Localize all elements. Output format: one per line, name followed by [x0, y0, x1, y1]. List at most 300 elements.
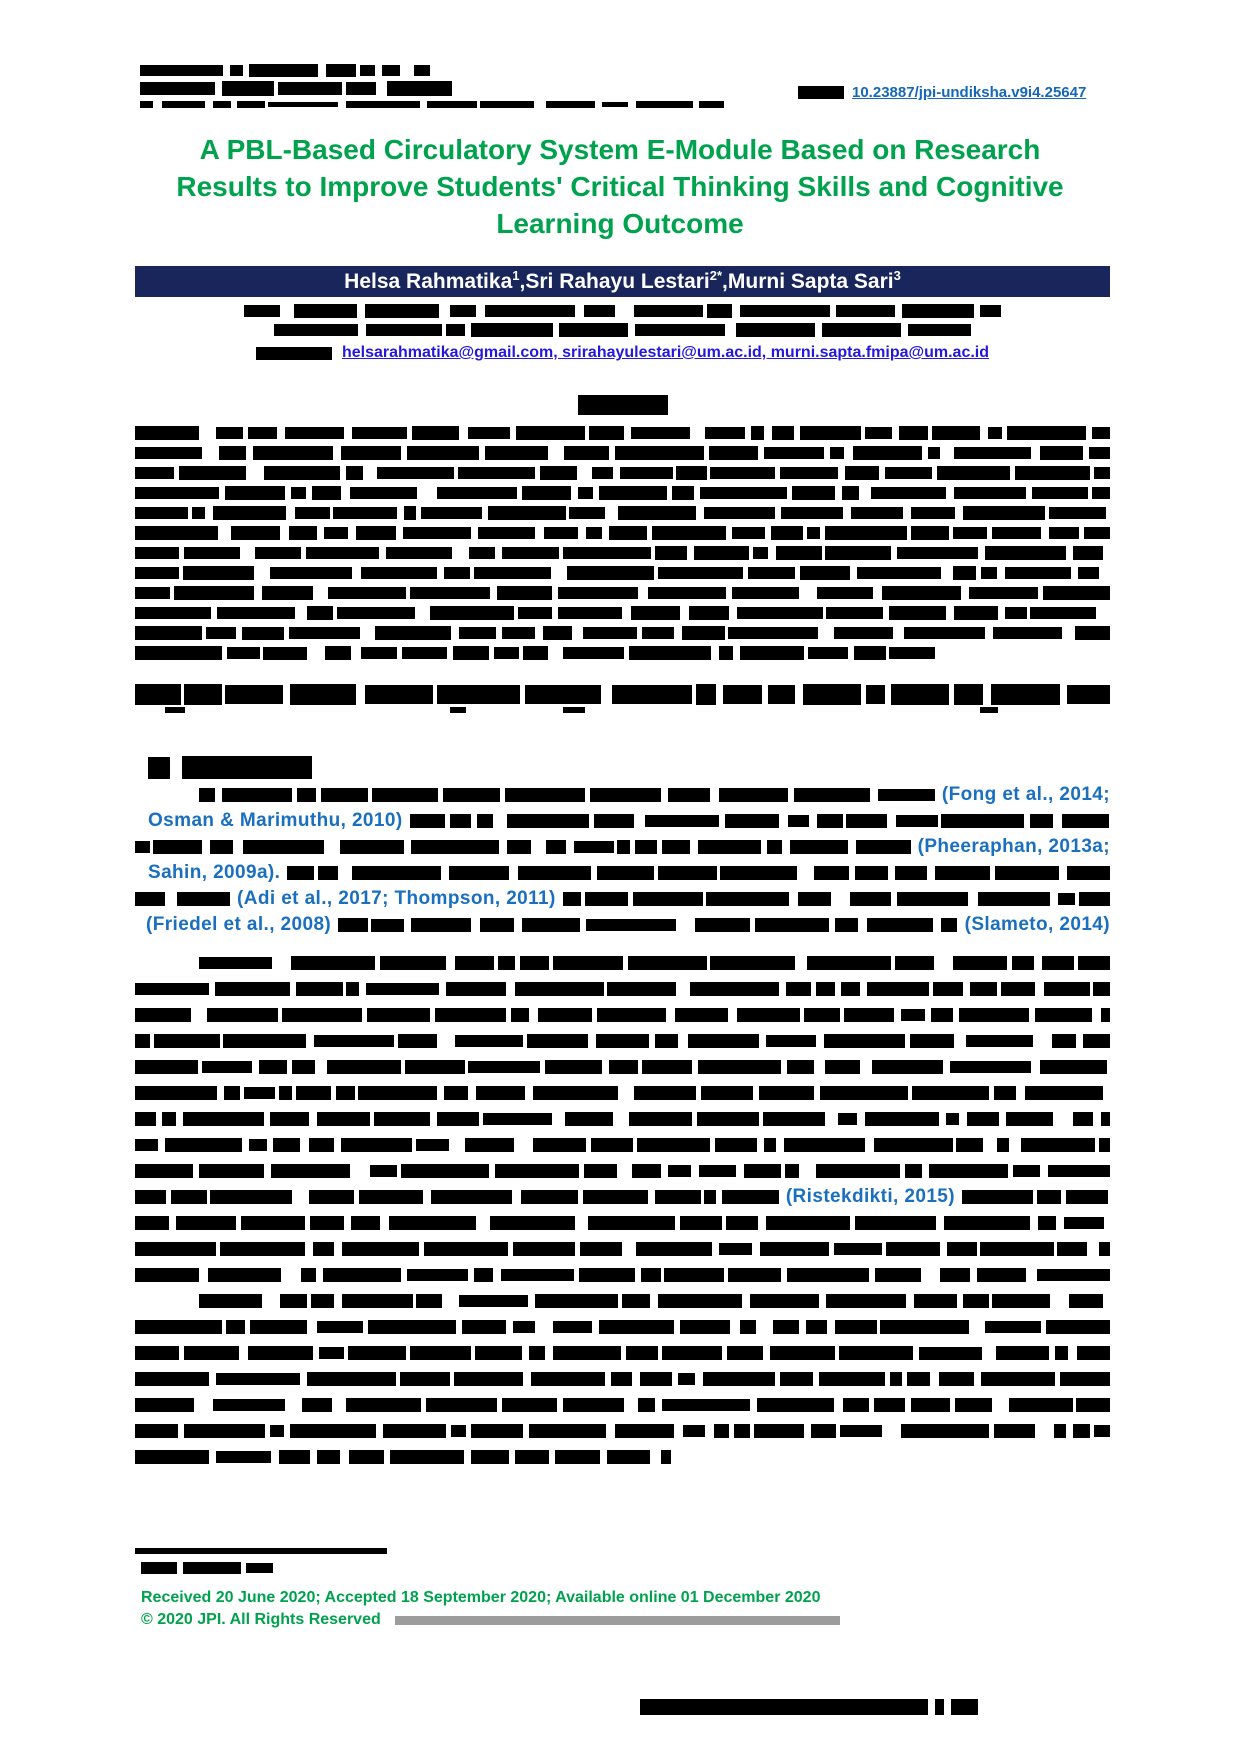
redacted-segment	[563, 647, 624, 659]
redacted-segment	[727, 1346, 762, 1360]
citation-sahin[interactable]: Sahin, 2009a).	[148, 862, 281, 883]
redacted-segment	[416, 1294, 442, 1308]
redacted-segment	[135, 892, 165, 907]
redacted-segment	[222, 788, 293, 802]
redacted-segment	[1037, 1190, 1061, 1203]
author-emails-link[interactable]: helsarahmatika@gmail.com, srirahayulestari@um.ac.id, murni.sapta.fmipa@um.ac.id	[341, 344, 990, 361]
redacted-segment	[309, 1190, 354, 1204]
redacted-segment	[636, 1242, 712, 1257]
redacted-segment	[370, 1165, 397, 1178]
redacted-segment	[135, 1112, 156, 1126]
citation-slameto[interactable]: (Slameto, 2014)	[964, 914, 1110, 935]
redacted-text-line	[135, 1424, 1110, 1439]
redacted-segment	[325, 646, 351, 660]
redacted-segment	[483, 1113, 552, 1126]
redacted-segment	[594, 814, 634, 828]
redacted-segment	[911, 1398, 950, 1413]
redacted-segment	[135, 567, 179, 580]
redacted-segment	[217, 607, 295, 619]
redacted-segment	[216, 1373, 300, 1386]
redacted-segment	[421, 507, 483, 519]
redacted-segment	[358, 1086, 437, 1100]
redacted-segment	[140, 101, 153, 107]
redacted-segment	[135, 607, 211, 620]
redacted-segment	[579, 1268, 635, 1282]
redacted-segment	[296, 1086, 332, 1100]
redacted-segment	[174, 586, 254, 600]
redacted-segment	[590, 788, 662, 802]
redacted-segment	[564, 446, 609, 460]
redacted-segment	[183, 566, 254, 579]
redacted-segment	[502, 1398, 558, 1411]
redacted-segment	[662, 1399, 750, 1412]
redacted-segment	[488, 506, 565, 519]
redacted-segment	[734, 1424, 750, 1439]
citation-adi-thompson[interactable]: (Adi et al., 2017; Thompson, 2011)	[237, 888, 556, 909]
redacted-segment	[171, 1190, 207, 1205]
redacted-segment	[962, 1190, 1033, 1204]
redacted-segment	[784, 1138, 865, 1152]
redacted-segment	[184, 1424, 265, 1438]
redacted-text-line	[135, 1138, 1110, 1153]
redacted-segment	[1037, 1269, 1110, 1282]
redacted-segment	[732, 587, 799, 600]
redacted-segment	[680, 1320, 730, 1334]
redacted-fragment	[450, 707, 466, 713]
redacted-segment	[703, 1372, 774, 1386]
doi-link[interactable]: 10.23887/jpi-undiksha.v9i4.25647	[852, 84, 1087, 101]
redacted-segment	[140, 65, 223, 76]
redacted-text-line	[410, 814, 1110, 829]
redacted-text-line	[135, 892, 230, 907]
footnote-block	[141, 1562, 273, 1574]
redacted-text-line	[338, 918, 957, 933]
redacted-segment	[386, 547, 452, 559]
redacted-segment	[478, 527, 535, 539]
redacted-segment	[270, 1112, 309, 1126]
redacted-segment	[612, 685, 692, 704]
redacted-segment	[474, 1268, 493, 1283]
redacted-segment	[135, 1268, 199, 1283]
redacted-segment	[895, 866, 927, 880]
redacted-segment	[781, 507, 843, 519]
redacted-segment	[290, 1424, 377, 1439]
redacted-segment	[405, 1060, 465, 1074]
redacted-segment	[865, 1112, 938, 1127]
redacted-segment	[905, 1164, 922, 1177]
redacted-segment	[431, 1190, 512, 1205]
redacted-segment	[135, 1242, 216, 1256]
redacted-segment	[301, 1268, 317, 1283]
redacted-segment	[366, 983, 439, 996]
redacted-segment	[773, 1320, 798, 1334]
redacted-segment	[1060, 1372, 1110, 1385]
redacted-segment	[786, 982, 812, 995]
redacted-segment	[511, 1008, 529, 1022]
redacted-segment	[740, 646, 805, 660]
redacted-segment	[282, 1008, 363, 1021]
redacted-segment	[902, 304, 975, 318]
redacted-segment	[996, 1346, 1049, 1360]
redacted-segment	[565, 1112, 613, 1126]
redacted-segment	[845, 466, 879, 479]
redacted-segment	[135, 426, 199, 439]
redacted-segment	[889, 647, 935, 659]
redacted-segment	[449, 866, 509, 881]
redacted-segment	[326, 64, 356, 76]
redacted-segment	[1092, 487, 1110, 500]
redacted-segment	[574, 841, 614, 854]
redacted-segment	[662, 840, 689, 855]
redacted-segment	[764, 1138, 777, 1153]
redacted-segment	[427, 101, 477, 107]
redacted-segment	[672, 486, 694, 499]
redacted-segment	[553, 956, 623, 969]
redacted-text-line	[135, 446, 1110, 460]
redacted-segment	[249, 1139, 267, 1152]
redacted-segment	[1040, 446, 1084, 459]
redacted-segment	[382, 65, 401, 76]
redacted-segment	[912, 1086, 989, 1101]
redacted-segment	[662, 1346, 722, 1360]
redacted-segment	[766, 1035, 816, 1048]
redacted-segment	[854, 646, 886, 660]
redacted-segment	[580, 1242, 622, 1256]
redacted-segment	[505, 788, 586, 802]
redacted-segment	[705, 427, 745, 439]
redacted-segment	[642, 1060, 692, 1074]
redacted-segment	[199, 1294, 262, 1309]
redacted-segment	[908, 324, 971, 337]
redacted-segment	[356, 526, 396, 540]
redacted-license-strip	[395, 1616, 840, 1625]
redacted-segment	[333, 507, 397, 520]
redacted-text-line	[135, 1268, 1110, 1283]
redacted-segment	[553, 1346, 620, 1360]
redacted-segment	[555, 1450, 600, 1465]
redacted-segment	[700, 487, 786, 499]
redacted-segment	[318, 866, 338, 879]
redacted-segment	[633, 892, 703, 907]
redacted-segment	[135, 1060, 198, 1073]
redacted-segment	[629, 646, 711, 660]
redacted-segment	[222, 81, 275, 95]
redacted-segment	[529, 1424, 606, 1437]
redacted-segment	[135, 626, 202, 639]
redacted-segment	[253, 446, 333, 460]
redacted-segment	[750, 1294, 818, 1308]
redacted-affiliation-line	[244, 304, 1002, 318]
redacted-segment	[629, 1112, 692, 1126]
redacted-segment	[342, 1294, 413, 1309]
redacted-segment	[224, 1086, 240, 1101]
redacted-segment	[583, 1190, 648, 1204]
redacted-keywords-line	[135, 684, 1110, 705]
redacted-segment	[615, 1424, 675, 1439]
redacted-segment	[901, 1009, 925, 1022]
redacted-segment	[1083, 1034, 1109, 1048]
redacted-segment	[135, 467, 174, 479]
redacted-segment	[770, 1346, 836, 1361]
redacted-segment	[1043, 586, 1110, 599]
abstract-heading	[135, 395, 1110, 415]
redacted-segment	[1030, 814, 1053, 828]
redacted-segment	[250, 1320, 307, 1335]
redacted-segment	[911, 507, 955, 520]
redacted-segment	[1048, 1165, 1110, 1178]
redacted-segment	[1044, 982, 1089, 997]
redacted-text-line	[962, 1190, 1110, 1205]
redacted-segment	[1067, 866, 1110, 881]
redacted-segment	[1078, 956, 1110, 970]
redacted-segment	[704, 1190, 717, 1204]
redacted-segment	[803, 684, 861, 704]
redacted-segment	[289, 627, 360, 639]
redacted-segment	[740, 1320, 755, 1334]
redacted-segment	[1073, 1112, 1093, 1127]
redacted-segment	[202, 1061, 251, 1074]
redacted-segment	[819, 1372, 884, 1386]
redacted-segment	[270, 1425, 284, 1438]
redacted-segment	[135, 526, 218, 540]
article-history	[141, 1589, 820, 1607]
redacted-segment	[162, 1112, 176, 1125]
redacted-segment	[585, 892, 628, 906]
redacted-segment	[533, 1086, 619, 1100]
redacted-segment	[246, 1563, 273, 1574]
redacted-segment	[953, 566, 975, 579]
redacted-segment	[374, 1112, 430, 1126]
redacted-separator	[935, 1699, 944, 1715]
redacted-segment	[956, 1138, 983, 1151]
redacted-segment	[726, 1216, 758, 1231]
redacted-journal-line	[140, 64, 430, 77]
redacted-segment	[515, 1450, 550, 1464]
redacted-segment	[800, 426, 861, 440]
redacted-segment	[890, 1372, 903, 1385]
redacted-segment	[919, 1347, 982, 1360]
redacted-segment	[689, 606, 729, 620]
redacted-segment	[1005, 567, 1071, 579]
redacted-text-line	[199, 1294, 1110, 1309]
citation-ristekdikti[interactable]: (Ristekdikti, 2015)	[785, 1186, 955, 1207]
redacted-segment	[340, 840, 404, 855]
copyright-row	[141, 1611, 840, 1629]
redacted-segment	[387, 81, 452, 95]
redacted-segment	[723, 685, 763, 704]
redacted-segment	[675, 1008, 729, 1022]
redacted-segment	[361, 567, 437, 579]
redacted-abstract-title	[578, 395, 668, 415]
redacted-segment	[722, 1190, 779, 1204]
redacted-segment	[766, 1216, 850, 1229]
redacted-segment	[501, 1269, 574, 1282]
redacted-segment	[520, 956, 549, 971]
redacted-segment	[963, 506, 1045, 520]
author-1: Helsa Rahmatika$^1$,	[344, 267, 526, 293]
redacted-segment	[424, 1242, 509, 1257]
redacted-journal-line	[140, 81, 452, 96]
redacted-segment	[546, 101, 595, 107]
citation-pheeraphan[interactable]: (Pheeraphan, 2013a;	[917, 836, 1110, 857]
redacted-segment	[690, 982, 779, 997]
redacted-segment	[135, 1320, 222, 1335]
redacted-segment	[897, 547, 978, 559]
redacted-segment	[857, 567, 940, 579]
redacted-segment	[230, 65, 243, 76]
redacted-segment	[255, 547, 301, 560]
redacted-segment	[790, 840, 849, 854]
redacted-segment	[632, 1164, 661, 1177]
redacted-segment	[748, 567, 796, 579]
redacted-segment	[1066, 1190, 1107, 1204]
redacted-segment	[495, 1164, 579, 1177]
redacted-segment	[897, 892, 969, 905]
redacted-segment	[981, 567, 997, 580]
redacted-segment	[241, 1216, 305, 1230]
title-line-2: Results to Improve Students' Critical Thinking Skills and Cognitive	[176, 171, 1064, 202]
redacted-segment	[529, 1346, 545, 1360]
redacted-segment	[946, 1113, 959, 1126]
redacted-segment	[153, 840, 201, 853]
redacted-segment	[697, 1112, 759, 1125]
redacted-segment	[680, 1216, 722, 1229]
redacted-segment	[947, 1242, 977, 1256]
redacted-segment	[1058, 893, 1075, 906]
redacted-segment	[135, 646, 222, 659]
redacted-segment	[1038, 1216, 1056, 1230]
redacted-text-line	[135, 626, 1110, 640]
redacted-segment	[371, 919, 404, 932]
redacted-segment	[954, 447, 1031, 459]
redacted-segment	[410, 587, 490, 599]
redacted-segment	[941, 814, 1024, 827]
redacted-segment	[287, 866, 314, 880]
redacted-text-line	[135, 606, 1110, 620]
redacted-segment	[135, 547, 179, 559]
redacted-segment	[597, 1008, 666, 1021]
redacted-segment	[465, 1138, 514, 1152]
redacted-segment	[135, 684, 181, 705]
redacted-segment	[992, 1294, 1050, 1308]
redacted-segment	[698, 1060, 781, 1075]
redacted-segment	[1040, 1060, 1107, 1075]
redacted-segment	[578, 487, 593, 499]
redacted-segment	[1078, 567, 1099, 580]
redacted-segment	[135, 1424, 178, 1437]
redacted-segment	[558, 587, 638, 600]
redacted-segment	[135, 587, 170, 599]
redacted-text-line	[287, 866, 1110, 881]
redacted-segment	[359, 1190, 423, 1204]
redacted-segment	[401, 1164, 489, 1178]
redacted-text-line	[135, 1372, 1110, 1387]
redacted-segment	[454, 1372, 523, 1385]
redacted-segment	[835, 1320, 877, 1334]
redacted-segment	[314, 1035, 395, 1048]
redacted-segment	[806, 1320, 827, 1335]
redacted-segment	[410, 1346, 470, 1360]
redacted-segment	[544, 527, 578, 540]
redacted-segment	[372, 788, 438, 803]
redacted-segment	[914, 1294, 958, 1307]
redacted-segment	[135, 1190, 166, 1205]
redacted-segment	[225, 685, 283, 704]
redacted-segment	[754, 1424, 804, 1438]
redacted-segment	[939, 1372, 974, 1385]
redacted-segment	[455, 1035, 522, 1048]
redacted-segment	[135, 487, 219, 500]
citation-fong[interactable]: (Fong et al., 2014;	[941, 784, 1110, 805]
redacted-segment	[867, 982, 929, 996]
redacted-segment	[411, 918, 471, 931]
redacted-segment	[402, 647, 447, 659]
redacted-segment	[516, 426, 585, 440]
redacted-segment	[290, 684, 357, 704]
redacted-segment	[1030, 607, 1096, 619]
redacted-segment	[944, 1216, 1030, 1229]
redacted-segment	[709, 446, 758, 460]
redacted-segment	[787, 1268, 869, 1283]
redacted-segment	[297, 788, 316, 801]
redacted-segment	[931, 1008, 953, 1023]
redacted-segment	[480, 101, 534, 107]
redacted-segment	[699, 1165, 736, 1178]
redacted-segment	[583, 627, 637, 639]
redacted-segment	[834, 627, 894, 639]
citation-osman[interactable]: Osman & Marimuthu, 2010)	[148, 810, 403, 831]
redacted-segment	[213, 101, 231, 108]
redacted-segment	[531, 1372, 605, 1387]
redacted-segment	[1076, 1398, 1110, 1412]
redacted-segment	[626, 1346, 659, 1359]
redacted-segment	[216, 1451, 271, 1464]
redacted-segment	[725, 814, 780, 829]
redacted-segment	[817, 587, 874, 600]
redacted-segment	[661, 1450, 670, 1464]
redacted-segment	[788, 815, 809, 828]
redacted-segment	[767, 840, 782, 854]
redacted-segment	[324, 527, 348, 539]
redacted-segment	[792, 486, 835, 499]
redacted-segment	[817, 814, 843, 828]
redacted-segment	[599, 486, 667, 499]
redacted-segment	[291, 956, 375, 970]
redacted-segment	[346, 82, 375, 96]
citation-friedel[interactable]: (Friedel et al., 2008)	[146, 914, 332, 935]
redacted-segment	[263, 647, 306, 660]
redacted-segment	[278, 82, 342, 95]
redacted-segment	[969, 587, 1037, 600]
redacted-segment	[1092, 427, 1110, 440]
redacted-segment	[365, 685, 433, 705]
redacted-segment	[192, 507, 205, 519]
redacted-segment	[652, 526, 725, 540]
redacted-segment	[206, 627, 236, 639]
redacted-text-line	[135, 982, 1110, 997]
redacted-segment	[248, 427, 277, 439]
redacted-text-line	[135, 426, 1110, 440]
redacted-segment	[360, 65, 375, 77]
redacted-segment	[262, 586, 313, 600]
redacted-segment	[933, 982, 963, 996]
redacted-segment	[1064, 1217, 1104, 1230]
redacted-segment	[220, 1242, 306, 1256]
redacted-segment	[1021, 1138, 1095, 1153]
redacted-segment	[1015, 466, 1090, 480]
redacted-segment	[759, 1086, 814, 1101]
redacted-text-line	[135, 526, 1110, 540]
